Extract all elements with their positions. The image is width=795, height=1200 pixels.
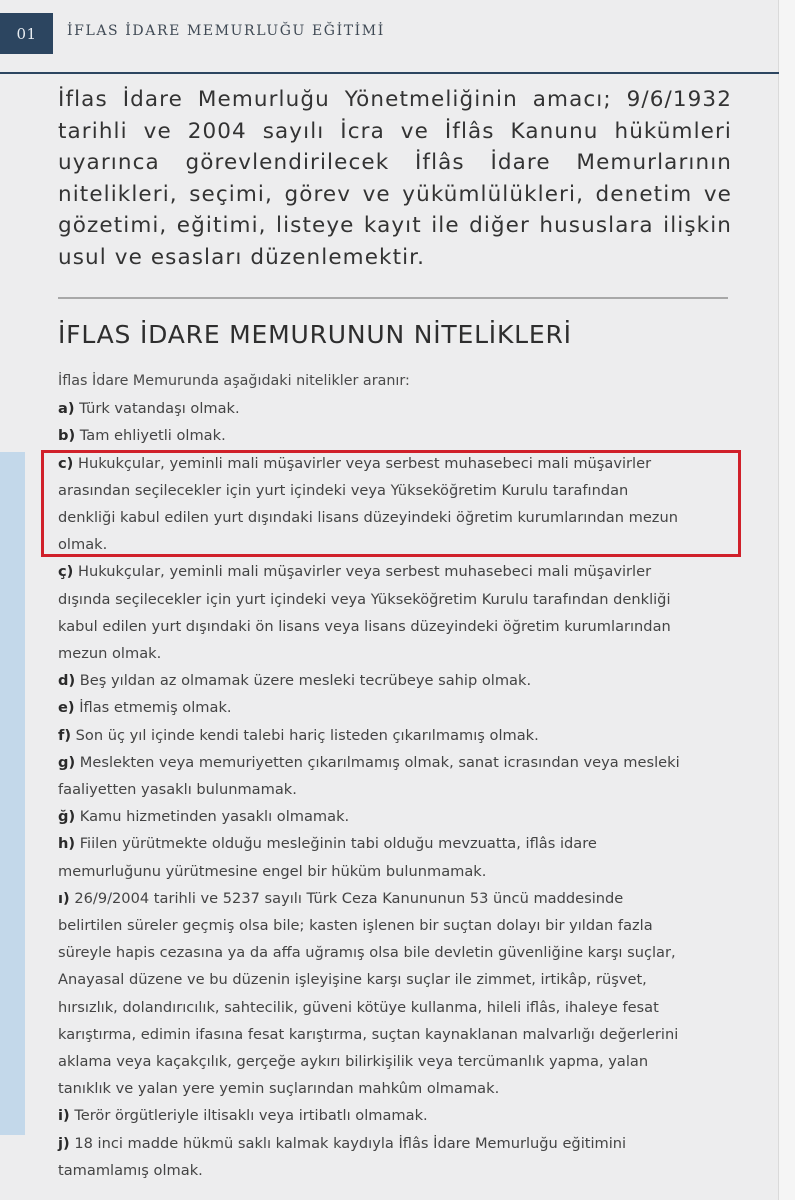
section-heading: İFLAS İDARE MEMURUNUN NİTELİKLERİ: [58, 320, 572, 349]
list-item-line: [58, 939, 748, 966]
list-item-line: [58, 885, 748, 912]
list-item-text: tanıklık ve yalan yere yemin suçlarından mahkûm olmamak.: [58, 1080, 500, 1098]
list-item-line: [58, 994, 748, 1021]
list-item-line: [58, 912, 748, 939]
list-item-text: Terör örgütleriyle iltisaklı veya irtibatlı olmamak.: [74, 1107, 428, 1125]
list-item-text: tamamlamış olmak.: [58, 1161, 203, 1179]
header-title: İFLAS İDARE MEMURLUĞU EĞİTİMİ: [67, 23, 385, 39]
list-item-label: d): [58, 672, 76, 690]
list-item-label: a): [58, 400, 75, 418]
list-item-label: ç): [58, 563, 74, 581]
list-item-label: i): [58, 1107, 70, 1125]
list-item-text: İflas etmemiş olmak.: [79, 699, 232, 717]
list-item-line: [58, 1048, 748, 1075]
list-item-text: Hukukçular, yeminli mali müşavirler veya serbest muhasebeci mali müşavirler: [77, 454, 652, 472]
list-item-line: [58, 749, 748, 776]
list-item-text: denkliği kabul edilen yurt dışındaki lisans düzeyindeki öğretim kurumlarından mezun: [58, 509, 678, 527]
list-item-label: g): [58, 753, 76, 771]
list-item-text: karıştırma, edimin ifasına fesat karıştırma, suçtan kaynaklanan malvarlığı değerlerini: [58, 1025, 679, 1043]
list-item-text: Hukukçular, yeminli mali müşavirler veya serbest muhasebeci mali müşavirler: [77, 563, 652, 581]
list-item-text: 26/9/2004 tarihli ve 5237 sayılı Türk Ceza Kanununun 53 üncü maddesinde: [74, 889, 624, 907]
section-divider: [58, 297, 728, 299]
list-item-text: mezun olmak.: [58, 645, 162, 663]
list-item-line: [58, 422, 748, 449]
list-item-line: [58, 1102, 748, 1129]
intro-paragraph: İflas İdare Memurluğu Yönetmeliğinin amacı; 9/6/1932 tarihli ve 2004 sayılı İcra ve İflâs Kanunu hükümleri uyarınca görevlendirilecek İflâs İdare Memurlarının nitelikleri, seçimi, görev ve yükümlülükleri, denetim ve gözetimi, eğitimi, listeye kayıt ile diğer hususlara ilişkin usul ve esasları düzenlemektir.: [58, 87, 732, 270]
list-item-text: Meslekten veya memuriyetten çıkarılmamış olmak, sanat icrasından veya mesleki: [79, 753, 680, 771]
list-item-line: [58, 803, 748, 830]
list-item-text: Son üç yıl içinde kendi talebi hariç listeden çıkarılmamış olmak.: [75, 726, 539, 744]
list-item-line: [58, 586, 748, 613]
list-item-label: c): [58, 454, 74, 472]
list-item-text: Tam ehliyetli olmak.: [79, 427, 226, 445]
list-item-label: j): [58, 1134, 70, 1152]
page-number-badge: 01: [0, 13, 53, 54]
page-edge: [778, 0, 795, 1200]
list-item-line: [58, 613, 748, 640]
list-item-text: süreyle hapis cezasına ya da affa uğramış olsa bile devletin güvenliğine karşı suçlar,: [58, 944, 676, 962]
list-item-line: [58, 1157, 748, 1184]
list-item-line: [58, 395, 748, 422]
list-item-text: 18 inci madde hükmü saklı kalmak kaydıyla İflâs İdare Memurluğu eğitimini: [74, 1134, 627, 1152]
list-item-text: olmak.: [58, 536, 108, 554]
highlight-box: [41, 450, 741, 557]
list-item-line: [58, 966, 748, 993]
list-item-line: [58, 667, 748, 694]
list-item-line: [58, 694, 748, 721]
list-item-text: arasından seçilecekler için yurt içindeki veya Yükseköğretim Kurulu tarafından: [58, 481, 629, 499]
header-rule: [0, 72, 779, 74]
list-item-text: Türk vatandaşı olmak.: [79, 400, 240, 418]
list-item-text: faaliyetten yasaklı bulunmamak.: [58, 781, 297, 799]
list-item-line: [58, 1130, 748, 1157]
list-item-label: e): [58, 699, 75, 717]
list-item-label: b): [58, 427, 76, 445]
sidebar-accent-bar: [0, 452, 25, 1135]
list-item-text: dışında seçilecekler için yurt içindeki veya Yükseköğretim Kurulu tarafından denkliği: [58, 590, 671, 608]
list-item-line: [58, 1075, 748, 1102]
list-item-line: [58, 640, 748, 667]
list-item-line: [58, 830, 748, 857]
list-item-text: Anayasal düzene ve bu düzenin işleyişine karşı suçlar ile zimmet, irtikâp, rüşvet,: [58, 971, 647, 989]
list-item-line: [58, 722, 748, 749]
list-item-label: h): [58, 835, 76, 853]
list-item-label: f): [58, 726, 72, 744]
list-item-label: ğ): [58, 808, 76, 826]
list-item-text: aklama veya kaçakçılık, gerçeğe aykırı bilirkişilik veya tercümanlık yapma, yalan: [58, 1053, 649, 1071]
list-item-text: Beş yıldan az olmamak üzere mesleki tecrübeye sahip olmak.: [79, 672, 532, 690]
list-item-line: [58, 776, 748, 803]
list-item-text: hırsızlık, dolandırıcılık, sahtecilik, güveni kötüye kullanma, hileli iflâs, ihaleye fesat: [58, 998, 659, 1016]
list-item-text: belirtilen süreler geçmiş olsa bile; kasten işlenen bir suçtan dolayı bir yıldan fazla: [58, 917, 653, 935]
list-item-label: ı): [58, 889, 70, 907]
page-header: [0, 0, 779, 74]
list-item-text: Fiilen yürütmekte olduğu mesleğinin tabi olduğu mevzuatta, iflâs idare: [79, 835, 597, 853]
list-item-text: kabul edilen yurt dışındaki ön lisans veya lisans düzeyindeki öğretim kurumlarından: [58, 617, 671, 635]
list-lead: İflas İdare Memurunda aşağıdaki nitelikler aranır:: [58, 373, 410, 389]
list-item-line: [58, 858, 748, 885]
list-item-line: [58, 558, 748, 585]
list-item-text: memurluğunu yürütmesine engel bir hüküm bulunmamak.: [58, 862, 487, 880]
list-item-text: Kamu hizmetinden yasaklı olmamak.: [79, 808, 350, 826]
list-item-line: [58, 1021, 748, 1048]
